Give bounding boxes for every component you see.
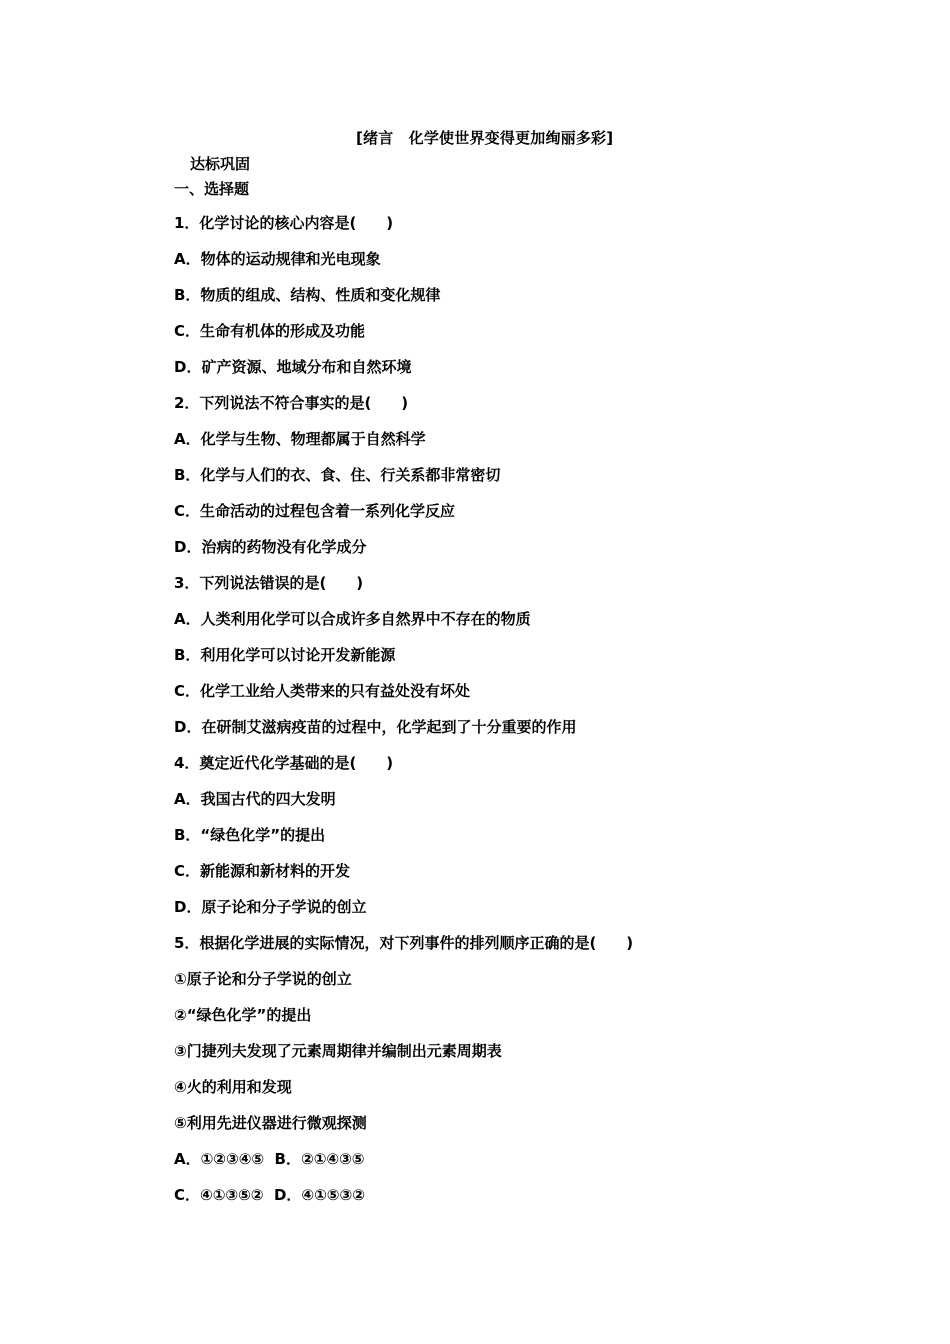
section-consolidate-heading: 达标巩固 <box>190 155 251 173</box>
question-3-option-a: A．人类利用化学可以合成许多自然界中不存在的物质 <box>174 610 531 628</box>
question-4-option-a: A．我国古代的四大发明 <box>174 790 336 808</box>
question-2-option-c: C．生命活动的过程包含着一系列化学反应 <box>174 502 456 520</box>
question-1-option-c: C．生命有机体的形成及功能 <box>174 322 366 340</box>
question-3-option-c: C．化学工业给人类带来的只有益处没有坏处 <box>174 682 471 700</box>
question-4-option-c: C．新能源和新材料的开发 <box>174 862 351 880</box>
question-5-event-4: ④火的利用和发现 <box>174 1078 292 1096</box>
document-title: [绪言 化学使世界变得更加绚丽多彩] <box>356 129 614 147</box>
question-2-option-a: A．化学与生物、物理都属于自然科学 <box>174 430 426 448</box>
question-5-options-cd: C．④①③⑤② D．④①⑤③② <box>174 1186 365 1204</box>
section-choice-heading: 一、选择题 <box>174 180 250 198</box>
question-5-event-3: ③门捷列夫发现了元素周期律并编制出元素周期表 <box>174 1042 502 1060</box>
question-4-option-b: B．“绿色化学”的提出 <box>174 826 326 844</box>
question-3-option-d: D．在研制艾滋病疫苗的过程中，化学起到了十分重要的作用 <box>174 718 577 736</box>
question-5-event-2: ②“绿色化学”的提出 <box>174 1006 312 1024</box>
question-2-option-b: B．化学与人们的衣、食、住、行关系都非常密切 <box>174 466 501 484</box>
question-1-stem: 1．化学讨论的核心内容是( ) <box>174 214 394 232</box>
question-5-stem: 5．根据化学进展的实际情况，对下列事件的排列顺序正确的是( ) <box>174 934 634 952</box>
question-4-stem: 4．奠定近代化学基础的是( ) <box>174 754 394 772</box>
question-1-option-d: D．矿产资源、地域分布和自然环境 <box>174 358 412 376</box>
question-1-option-a: A．物体的运动规律和光电现象 <box>174 250 381 268</box>
question-3-option-b: B．利用化学可以讨论开发新能源 <box>174 646 396 664</box>
question-4-option-d: D．原子论和分子学说的创立 <box>174 898 367 916</box>
question-5-event-1: ①原子论和分子学说的创立 <box>174 970 352 988</box>
question-3-stem: 3．下列说法错误的是( ) <box>174 574 364 592</box>
question-2-option-d: D．治病的药物没有化学成分 <box>174 538 367 556</box>
question-5-event-5: ⑤利用先进仪器进行微观探测 <box>174 1114 367 1132</box>
question-2-stem: 2．下列说法不符合事实的是( ) <box>174 394 409 412</box>
question-5-options-ab: A．①②③④⑤ B．②①④③⑤ <box>174 1150 365 1168</box>
question-list <box>174 210 894 1218</box>
question-1-option-b: B．物质的组成、结构、性质和变化规律 <box>174 286 441 304</box>
